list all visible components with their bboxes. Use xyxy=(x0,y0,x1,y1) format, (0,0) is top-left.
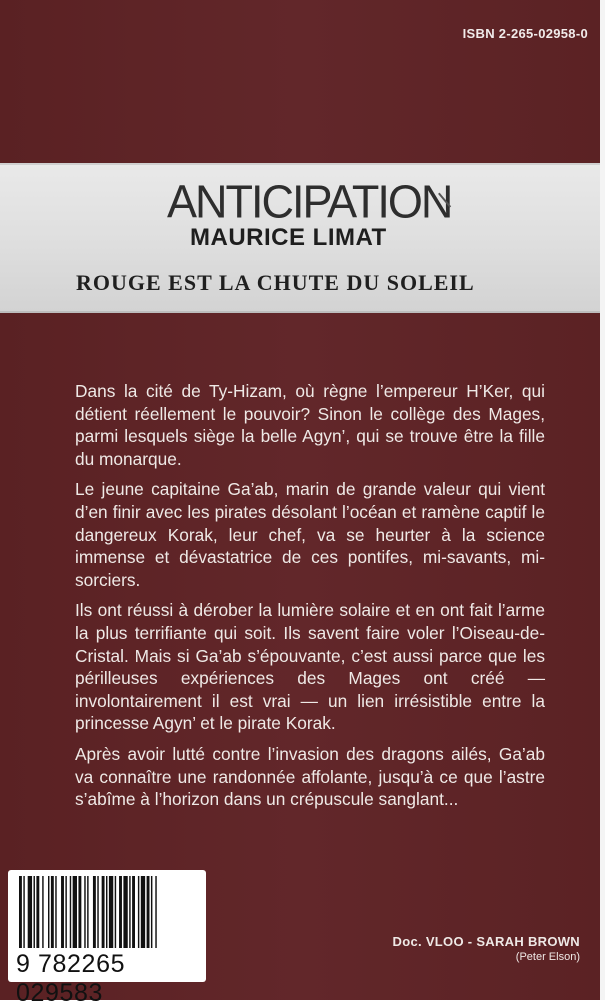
book-title: ROUGE EST LA CHUTE DU SOLEIL xyxy=(76,270,475,295)
illustration-credit xyxy=(393,934,580,963)
blurb-paragraph: Dans la cité de Ty-Hizam, où règne l’empereur H’Ker, qui détient réellement le pouvoir? Sinon le collège des Mages, parmi lesquels siège la belle Agyn’, qui se trouve être la fille du monarque. xyxy=(75,381,545,469)
author-name: MAURICE LIMAT xyxy=(190,224,387,251)
blurb-text xyxy=(75,380,545,819)
series-name: ANTICIPATION xyxy=(167,175,452,228)
barcode-bars-icon xyxy=(17,876,199,948)
blurb-paragraph: Le jeune capitaine Ga’ab, marin de grande valeur qui vient d’en finir avec les pirates désolant l’océan et ramène captif le dangereux Korak, leur chef, va se heurter à la science immense et dévastatrice de ces pontifes, mi-savants, mi-sorciers. xyxy=(75,479,545,590)
isbn-label: ISBN 2-265-02958-0 xyxy=(462,26,588,41)
barcode-digits: 9 782265 029583 xyxy=(16,950,126,1007)
blurb-paragraph: Après avoir lutté contre l’invasion des dragons ailés, Ga’ab va connaître une randonnée affolante, jusqu’à ce que l’astre s’abîme à l’horizon dans un crépuscule sanglant... xyxy=(75,743,545,810)
barcode xyxy=(8,870,206,1007)
page-edge xyxy=(600,0,605,1000)
credit-main: Doc. VLOO - SARAH BROWN xyxy=(392,934,580,949)
credit-sub: (Peter Elson) xyxy=(515,951,580,963)
blurb-paragraph: Ils ont réussi à dérober la lumière solaire et en ont fait l’arme la plus terrifiante qui soit. Ils savent faire voler l’Oiseau-de-Cristal. Mais si Ga’ab s’épouvante, c’est aussi parce que les périlleuses expériences des Mages ont créé — involontairement il est vrai — un lien irrésistible entre la princesse Agyn’ et le pirate Korak. xyxy=(75,600,545,734)
